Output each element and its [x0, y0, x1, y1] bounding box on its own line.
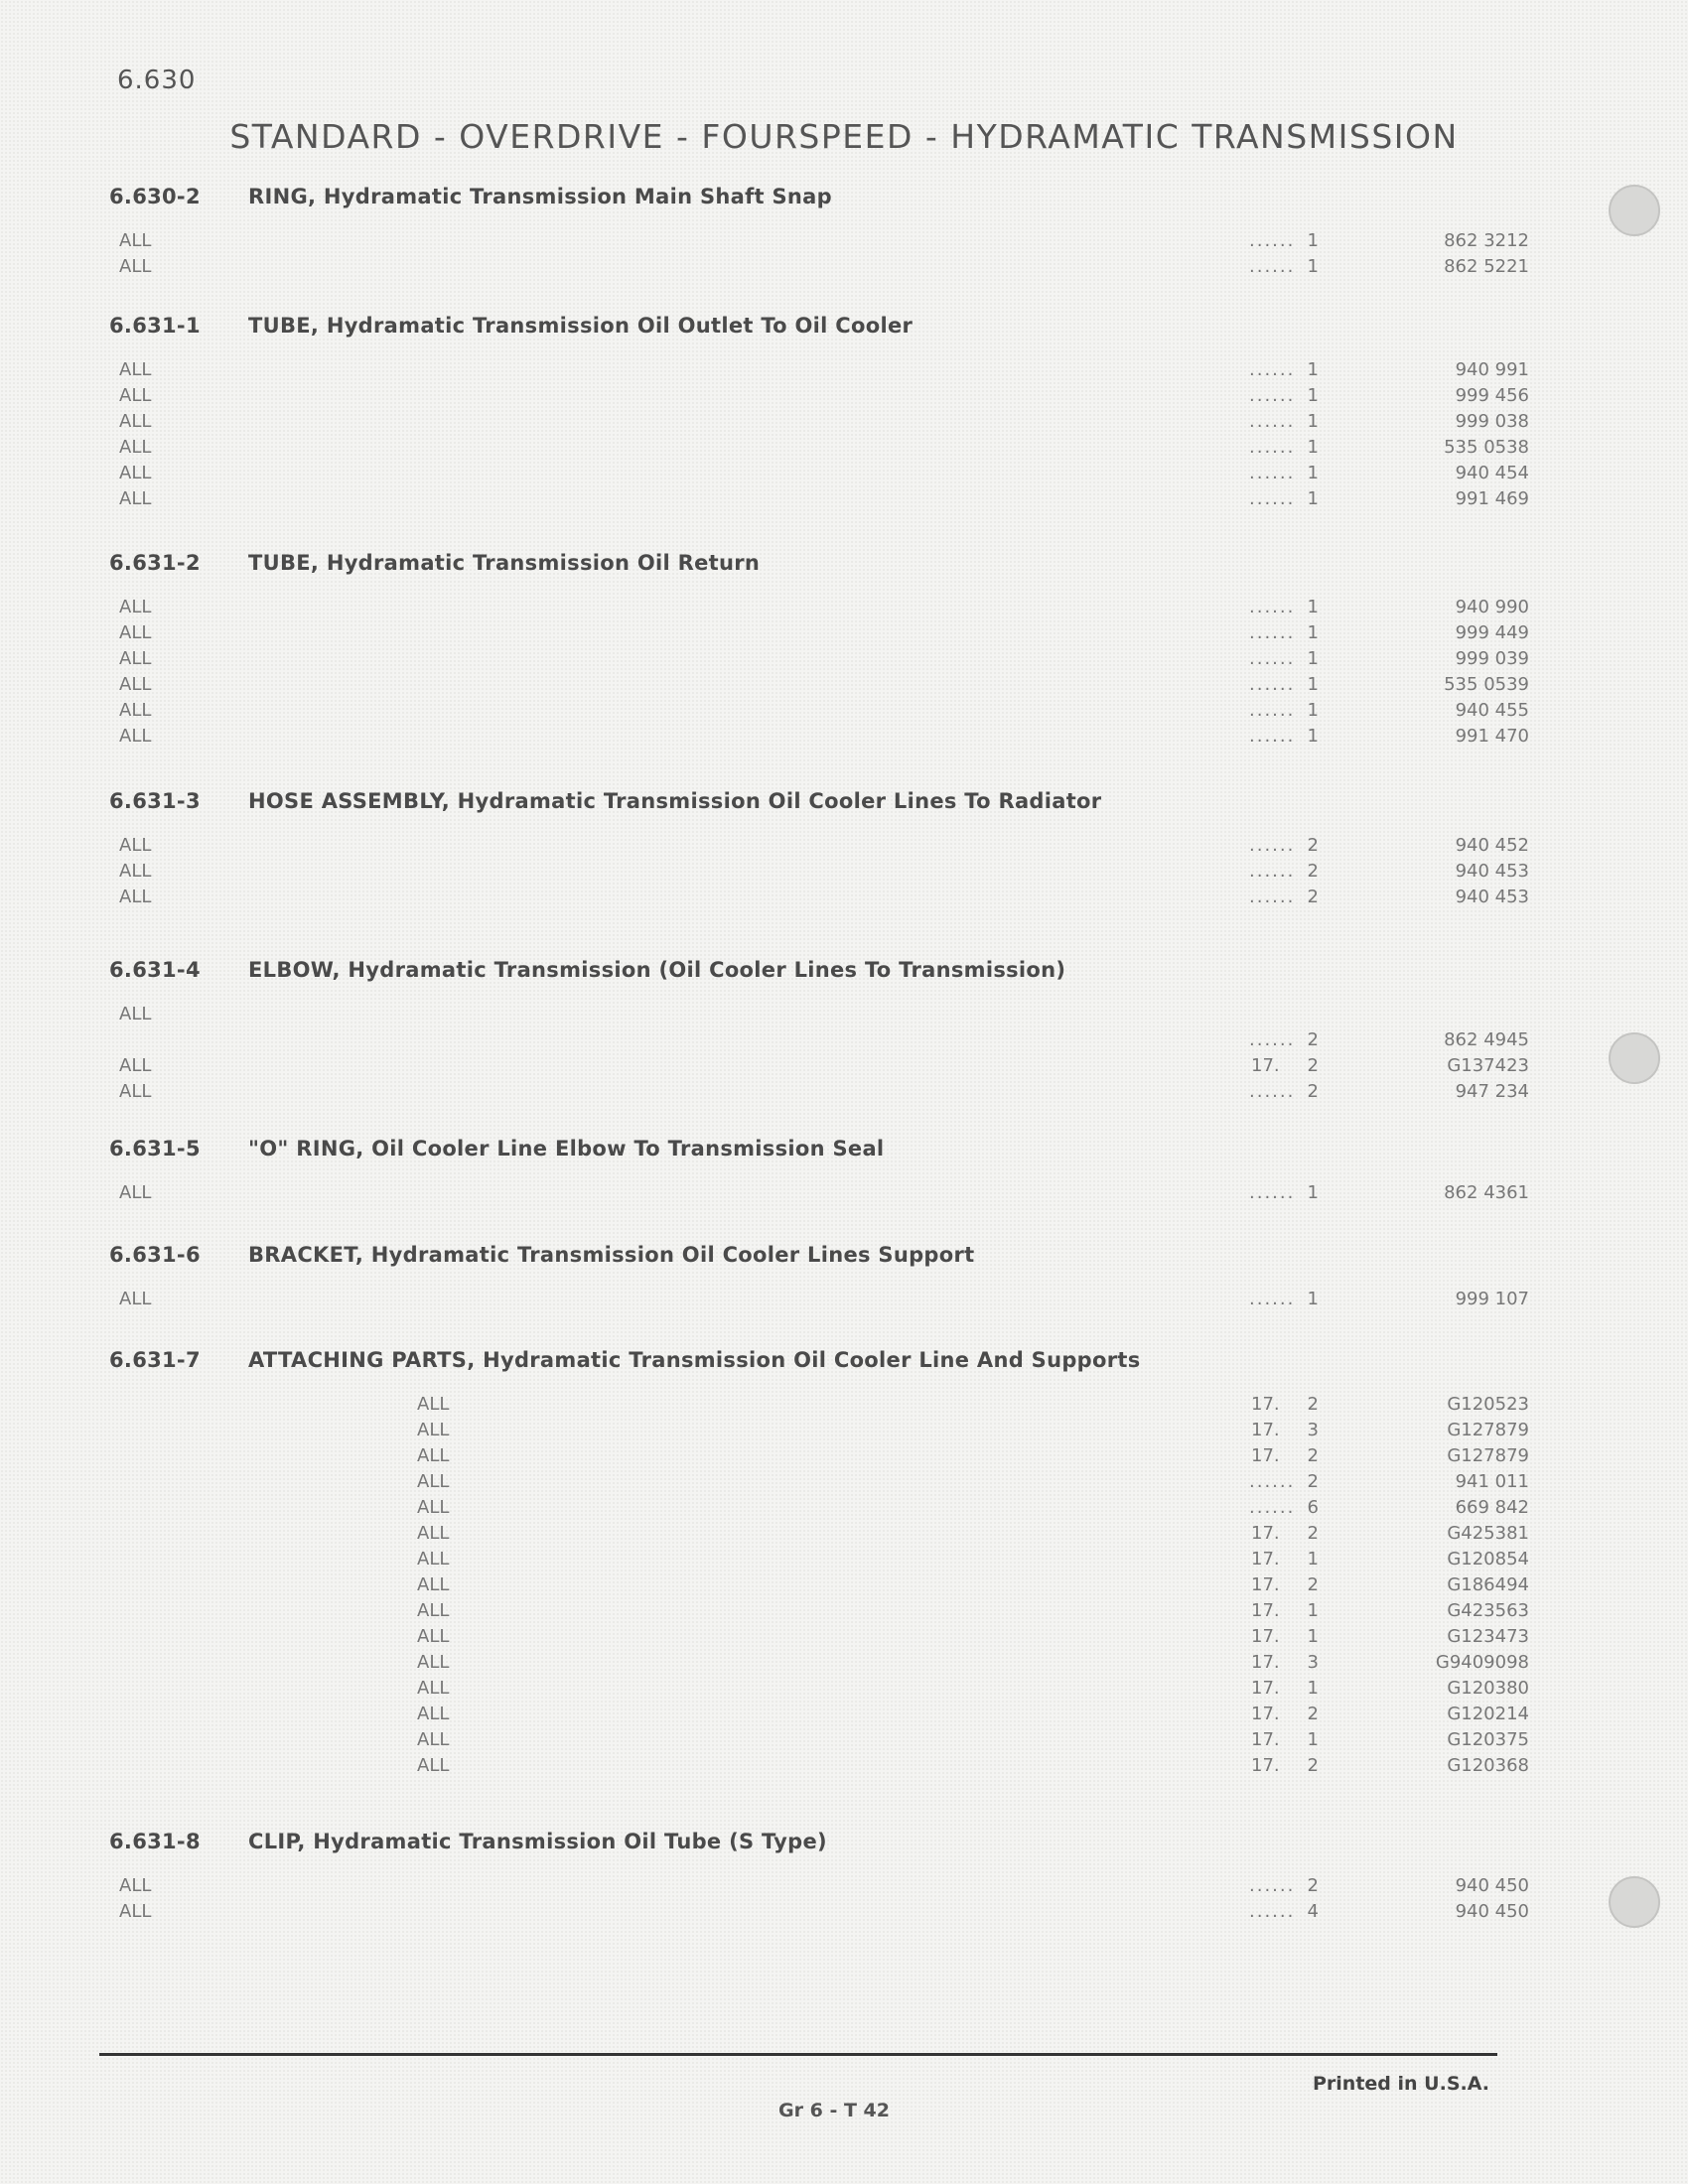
section-rows [109, 230, 1529, 282]
catalog-ref: 17. [1251, 1549, 1280, 1570]
model-cell: ALL [417, 1704, 450, 1724]
parts-row [109, 1420, 1529, 1445]
catalog-ref: 17. [1251, 1652, 1280, 1673]
section-heading [109, 1137, 1460, 1160]
model-cell: ALL [417, 1471, 450, 1492]
part-number: G137423 [1447, 1055, 1529, 1076]
parts-row [109, 1652, 1529, 1678]
leader-dots: ...... [1249, 1289, 1296, 1309]
parts-row [109, 861, 1529, 887]
leader-dots: ...... [1249, 887, 1296, 907]
model-cell: ALL [119, 411, 152, 432]
leader-dots: ...... [1249, 726, 1296, 747]
section-rows [109, 597, 1529, 751]
quantity-cell: 2 [1307, 887, 1319, 907]
part-number: 941 011 [1455, 1471, 1529, 1492]
binder-hole [1609, 1876, 1660, 1928]
quantity-cell: 1 [1307, 256, 1319, 277]
parts-section [109, 1830, 1529, 1927]
parts-row [109, 1704, 1529, 1729]
parts-row [109, 1678, 1529, 1704]
model-cell: ALL [119, 1182, 152, 1203]
leader-dots: ...... [1249, 674, 1296, 695]
parts-row [109, 726, 1529, 751]
parts-row [109, 230, 1529, 256]
section-rows [109, 359, 1529, 514]
part-number: 999 039 [1455, 648, 1529, 669]
binder-hole [1609, 1032, 1660, 1084]
model-cell: ALL [417, 1600, 450, 1621]
parts-section [109, 1348, 1529, 1781]
part-number: 940 452 [1455, 835, 1529, 856]
section-name: ATTACHING PARTS, Hydramatic Transmission Oil Cooler Line And Supports [248, 1348, 1141, 1372]
leader-dots: ...... [1249, 359, 1296, 380]
quantity-cell: 1 [1307, 1182, 1319, 1203]
part-number: 999 038 [1455, 411, 1529, 432]
catalog-ref: 17. [1251, 1523, 1280, 1544]
quantity-cell: 1 [1307, 359, 1319, 380]
quantity-cell: 1 [1307, 230, 1319, 251]
catalog-ref: 17. [1251, 1678, 1280, 1699]
part-number: G423563 [1447, 1600, 1529, 1621]
model-cell: ALL [417, 1729, 450, 1750]
section-heading [109, 789, 1460, 813]
parts-row [109, 1600, 1529, 1626]
section-rows [109, 1289, 1529, 1314]
parts-row [109, 411, 1529, 437]
quantity-cell: 1 [1307, 597, 1319, 617]
part-number: G120214 [1447, 1704, 1529, 1724]
parts-row [109, 1626, 1529, 1652]
leader-dots: ...... [1249, 256, 1296, 277]
quantity-cell: 1 [1307, 726, 1319, 747]
quantity-cell: 1 [1307, 648, 1319, 669]
parts-row [109, 1523, 1529, 1549]
section-number: 6.631-1 [109, 314, 201, 338]
model-cell: ALL [119, 1055, 152, 1076]
model-cell: ALL [119, 622, 152, 643]
quantity-cell: 2 [1307, 861, 1319, 882]
quantity-cell: 2 [1307, 1029, 1319, 1050]
model-cell: ALL [417, 1626, 450, 1647]
section-name: TUBE, Hydramatic Transmission Oil Return [248, 551, 761, 575]
catalog-ref: 17. [1251, 1420, 1280, 1440]
parts-row [109, 359, 1529, 385]
parts-section [109, 185, 1529, 282]
quantity-cell: 2 [1307, 835, 1319, 856]
part-number: G120523 [1447, 1394, 1529, 1415]
model-cell: ALL [119, 700, 152, 721]
leader-dots: ...... [1249, 1029, 1296, 1050]
quantity-cell: 1 [1307, 674, 1319, 695]
part-number: 991 470 [1455, 726, 1529, 747]
section-number: 6.631-5 [109, 1137, 201, 1160]
model-cell: ALL [119, 861, 152, 882]
model-cell: ALL [119, 1875, 152, 1896]
quantity-cell: 1 [1307, 1626, 1319, 1647]
parts-row [109, 1875, 1529, 1901]
parts-section [109, 1243, 1529, 1314]
catalog-ref: 17. [1251, 1755, 1280, 1776]
quantity-cell: 1 [1307, 1678, 1319, 1699]
parts-row [109, 674, 1529, 700]
leader-dots: ...... [1249, 861, 1296, 882]
quantity-cell: 1 [1307, 622, 1319, 643]
section-number: 6.631-2 [109, 551, 201, 575]
quantity-cell: 1 [1307, 385, 1319, 406]
parts-row [109, 385, 1529, 411]
section-number: 6.630-2 [109, 185, 201, 208]
part-number: 999 107 [1455, 1289, 1529, 1309]
model-cell: ALL [417, 1755, 450, 1776]
leader-dots: ...... [1249, 488, 1296, 509]
footer-rule [99, 2053, 1497, 2056]
section-heading [109, 551, 1460, 575]
model-cell: ALL [119, 359, 152, 380]
part-number: 862 4945 [1444, 1029, 1529, 1050]
model-cell: ALL [119, 887, 152, 907]
part-number: 940 453 [1455, 887, 1529, 907]
section-name: HOSE ASSEMBLY, Hydramatic Transmission Oil Cooler Lines To Radiator [248, 789, 1102, 813]
section-heading [109, 1348, 1460, 1372]
quantity-cell: 2 [1307, 1523, 1319, 1544]
leader-dots: ...... [1249, 411, 1296, 432]
part-number: G120854 [1447, 1549, 1529, 1570]
parts-row [109, 622, 1529, 648]
part-number: G127879 [1447, 1445, 1529, 1466]
model-cell: ALL [119, 835, 152, 856]
section-heading [109, 958, 1460, 982]
leader-dots: ...... [1249, 1875, 1296, 1896]
quantity-cell: 2 [1307, 1081, 1319, 1102]
part-number: G120380 [1447, 1678, 1529, 1699]
part-number: 940 450 [1455, 1875, 1529, 1896]
parts-row [109, 1055, 1529, 1081]
section-heading [109, 314, 1460, 338]
section-rows [109, 835, 1529, 912]
parts-row [109, 1755, 1529, 1781]
section-number: 6.631-4 [109, 958, 201, 982]
part-number: 535 0539 [1444, 674, 1529, 695]
part-number: 991 469 [1455, 488, 1529, 509]
catalog-ref: 17. [1251, 1729, 1280, 1750]
quantity-cell: 2 [1307, 1704, 1319, 1724]
section-rows [109, 1394, 1529, 1781]
parts-row [109, 887, 1529, 912]
parts-row [109, 1549, 1529, 1574]
parts-row [109, 835, 1529, 861]
part-number: 940 455 [1455, 700, 1529, 721]
parts-section [109, 314, 1529, 514]
page-title: STANDARD - OVERDRIVE - FOURSPEED - HYDRAMATIC TRANSMISSION [229, 117, 1459, 156]
parts-row [109, 648, 1529, 674]
section-heading [109, 185, 1460, 208]
model-cell: ALL [119, 437, 152, 458]
quantity-cell: 1 [1307, 1600, 1319, 1621]
model-cell: ALL [119, 1004, 152, 1024]
model-cell: ALL [119, 463, 152, 483]
part-number: 535 0538 [1444, 437, 1529, 458]
part-number: G186494 [1447, 1574, 1529, 1595]
section-name: "O" RING, Oil Cooler Line Elbow To Transmission Seal [248, 1137, 885, 1160]
leader-dots: ...... [1249, 622, 1296, 643]
model-cell: ALL [119, 385, 152, 406]
model-cell: ALL [119, 488, 152, 509]
parts-section [109, 789, 1529, 912]
leader-dots: ...... [1249, 597, 1296, 617]
model-cell: ALL [119, 1289, 152, 1309]
part-number: 940 450 [1455, 1901, 1529, 1922]
leader-dots: ...... [1249, 648, 1296, 669]
part-number: 940 990 [1455, 597, 1529, 617]
quantity-cell: 2 [1307, 1445, 1319, 1466]
model-cell: ALL [417, 1497, 450, 1518]
leader-dots: ...... [1249, 463, 1296, 483]
parts-row [109, 488, 1529, 514]
part-number: 940 453 [1455, 861, 1529, 882]
section-rows [109, 1875, 1529, 1927]
quantity-cell: 3 [1307, 1652, 1319, 1673]
catalog-ref: 17. [1251, 1600, 1280, 1621]
model-cell: ALL [119, 230, 152, 251]
quantity-cell: 2 [1307, 1755, 1319, 1776]
parts-section [109, 1137, 1529, 1208]
parts-row [109, 256, 1529, 282]
model-cell: ALL [417, 1523, 450, 1544]
quantity-cell: 1 [1307, 437, 1319, 458]
leader-dots: ...... [1249, 1081, 1296, 1102]
part-number: 999 449 [1455, 622, 1529, 643]
parts-row [109, 1182, 1529, 1208]
parts-row [109, 437, 1529, 463]
part-number: G425381 [1447, 1523, 1529, 1544]
model-cell: ALL [119, 726, 152, 747]
catalog-ref: 17. [1251, 1445, 1280, 1466]
parts-row [109, 1471, 1529, 1497]
model-cell: ALL [417, 1549, 450, 1570]
leader-dots: ...... [1249, 437, 1296, 458]
leader-dots: ...... [1249, 1497, 1296, 1518]
parts-row [109, 1081, 1529, 1107]
page-number: 6.630 [117, 66, 197, 95]
part-number: 862 4361 [1444, 1182, 1529, 1203]
parts-row [109, 1901, 1529, 1927]
model-cell: ALL [417, 1574, 450, 1595]
quantity-cell: 1 [1307, 1289, 1319, 1309]
section-name: BRACKET, Hydramatic Transmission Oil Cooler Lines Support [248, 1243, 975, 1267]
part-number: 862 3212 [1444, 230, 1529, 251]
model-cell: ALL [417, 1678, 450, 1699]
leader-dots: ...... [1249, 700, 1296, 721]
parts-row [109, 1445, 1529, 1471]
leader-dots: ...... [1249, 230, 1296, 251]
group-code: Gr 6 - T 42 [778, 2100, 890, 2121]
section-name: CLIP, Hydramatic Transmission Oil Tube (S Type) [248, 1830, 827, 1853]
catalog-ref: 17. [1251, 1574, 1280, 1595]
section-heading [109, 1830, 1460, 1853]
parts-row [109, 1729, 1529, 1755]
part-number: 862 5221 [1444, 256, 1529, 277]
section-name: RING, Hydramatic Transmission Main Shaft Snap [248, 185, 832, 208]
parts-row [109, 700, 1529, 726]
leader-dots: ...... [1249, 1182, 1296, 1203]
parts-row [109, 597, 1529, 622]
model-cell: ALL [119, 1081, 152, 1102]
quantity-cell: 3 [1307, 1420, 1319, 1440]
binder-hole [1609, 185, 1660, 236]
leader-dots: ...... [1249, 835, 1296, 856]
printed-note: Printed in U.S.A. [1313, 2073, 1489, 2095]
part-number: 669 842 [1455, 1497, 1529, 1518]
parts-row [109, 1289, 1529, 1314]
section-name: TUBE, Hydramatic Transmission Oil Outlet To Oil Cooler [248, 314, 914, 338]
leader-dots: ...... [1249, 1471, 1296, 1492]
section-rows [109, 1004, 1529, 1107]
section-heading [109, 1243, 1460, 1267]
part-number: G9409098 [1435, 1652, 1529, 1673]
catalog-ref: 17. [1251, 1626, 1280, 1647]
quantity-cell: 2 [1307, 1471, 1319, 1492]
model-cell: ALL [119, 1901, 152, 1922]
model-cell: ALL [417, 1394, 450, 1415]
part-number: 940 454 [1455, 463, 1529, 483]
quantity-cell: 6 [1307, 1497, 1319, 1518]
quantity-cell: 2 [1307, 1394, 1319, 1415]
parts-row [109, 463, 1529, 488]
model-cell: ALL [119, 256, 152, 277]
section-name: ELBOW, Hydramatic Transmission (Oil Cooler Lines To Transmission) [248, 958, 1066, 982]
leader-dots: ...... [1249, 1901, 1296, 1922]
section-number: 6.631-8 [109, 1830, 201, 1853]
section-rows [109, 1182, 1529, 1208]
model-cell: ALL [119, 674, 152, 695]
quantity-cell: 1 [1307, 1729, 1319, 1750]
catalog-ref: 17. [1251, 1704, 1280, 1724]
quantity-cell: 1 [1307, 488, 1319, 509]
quantity-cell: 1 [1307, 1549, 1319, 1570]
part-number: 940 991 [1455, 359, 1529, 380]
model-cell: ALL [417, 1652, 450, 1673]
model-cell: ALL [417, 1420, 450, 1440]
parts-row [109, 1004, 1460, 1029]
parts-row [109, 1497, 1529, 1523]
section-number: 6.631-6 [109, 1243, 201, 1267]
parts-section [109, 551, 1529, 751]
quantity-cell: 1 [1307, 700, 1319, 721]
parts-row [109, 1394, 1529, 1420]
quantity-cell: 2 [1307, 1055, 1319, 1076]
parts-row [109, 1574, 1529, 1600]
catalog-ref: 17. [1251, 1055, 1280, 1076]
quantity-cell: 1 [1307, 411, 1319, 432]
leader-dots: ...... [1249, 385, 1296, 406]
section-number: 6.631-3 [109, 789, 201, 813]
model-cell: ALL [417, 1445, 450, 1466]
quantity-cell: 1 [1307, 463, 1319, 483]
part-number: 999 456 [1455, 385, 1529, 406]
part-number: G123473 [1447, 1626, 1529, 1647]
model-cell: ALL [119, 597, 152, 617]
part-number: G120368 [1447, 1755, 1529, 1776]
part-number: G120375 [1447, 1729, 1529, 1750]
parts-row [109, 1029, 1529, 1055]
quantity-cell: 4 [1307, 1901, 1319, 1922]
section-number: 6.631-7 [109, 1348, 201, 1372]
part-number: 947 234 [1455, 1081, 1529, 1102]
part-number: G127879 [1447, 1420, 1529, 1440]
parts-section [109, 958, 1529, 1107]
model-cell: ALL [119, 648, 152, 669]
catalog-ref: 17. [1251, 1394, 1280, 1415]
quantity-cell: 2 [1307, 1574, 1319, 1595]
quantity-cell: 2 [1307, 1875, 1319, 1896]
